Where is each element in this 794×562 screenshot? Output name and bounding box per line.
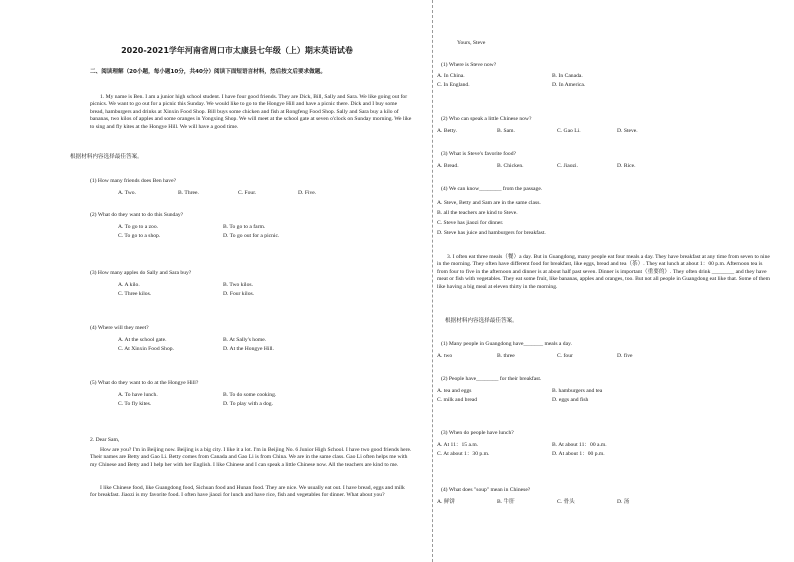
letter-paragraph-2: I like Chinese food, like Guangdong food, Sichuan food and Hunan food. They are nice. We usually eat out. I have bread, eggs and milk for breakfast. Jiaozi is my favorite food. I often have jiaozi for lunch and have rice, fish and vegetables for dinner. What about you? (90, 485, 405, 499)
p3-q1-options (437, 353, 677, 360)
option[interactable]: B. all the teachers are kind to Steve. (437, 210, 518, 216)
option[interactable]: C. At Xinxin Food Shop. (118, 346, 174, 353)
option[interactable]: A. To go to a zoo. (118, 224, 159, 230)
p1-q1-options (118, 190, 358, 197)
option[interactable]: B. To do some cooking. (223, 392, 277, 398)
passage-3-text: 3. I often eat three meals（餐）a day. But in Guangdong, many people eat four meals a day. They have breakfast at any time from seven to nine in the morning. They often have different food for breakfast, like eggs, bread and tea（茶）. They eat lunch at about 1：00 p.m. Afternoon tea is from four to five in the afternoon and dinner is at about half past seven. Dinner is important（重要的）. They often drink ________ and they have meat or fish with vegetables. They eat some fruit, like bananas, apples and oranges, too. But not all people in Guangdong eat like that. Some of them like having a big meal at eleven thirty in the morning. (437, 254, 770, 290)
p3-q4-options (437, 499, 677, 506)
p3-question-3: (3) When do people have lunch? (441, 430, 514, 436)
letter-paragraph-1: How are you? I'm in Beijing now. Beijing is a big city. I like it a lot. I'm in Beijing No. 6 Junior High School. I have two good friends here. Their names are Betty and Gao Li. Betty comes from Canada and Gao Li is from China. We are in the same class. Gao Li often helps me with my Chinese and Betty and I help her with her English. I like Chinese and I can speak a little Chinese now. All the teachers are kind to me. (90, 447, 412, 468)
option[interactable]: C. In England. (437, 82, 470, 89)
p3-q3-options (437, 442, 667, 459)
option[interactable]: A. 鲜饼 (437, 499, 456, 505)
option[interactable]: D. Steve has juice and hamburgers for breakfast. (437, 230, 546, 236)
p1-question-2: (2) What do they want to do this Sunday? (90, 212, 184, 218)
p3-question-4: (4) What does "soup" mean in Chinese? (441, 487, 531, 493)
option[interactable]: C. four (557, 353, 573, 359)
p2-question-2: (2) Who can speak a little Chinese now? (441, 116, 532, 122)
passage-3-note: 根据材料内容选择最佳答案。 (445, 318, 518, 324)
p1-q3-options (118, 282, 328, 299)
option[interactable]: D. At the Hongye Hill. (223, 346, 274, 353)
option[interactable]: B. To go to a farm. (223, 224, 266, 230)
option[interactable]: D. Steve. (617, 128, 638, 134)
option[interactable]: B. At about 11：00 a.m. (552, 442, 607, 448)
p3-q2-options (437, 388, 667, 405)
option[interactable]: D. At about 1：00 p.m. (552, 451, 605, 458)
p2-q4-options (437, 198, 546, 238)
p2-q2-options (437, 128, 677, 135)
passage-1-note: 根据材料内容选择最佳答案。 (70, 154, 143, 160)
option[interactable]: B. At Sally's home. (223, 337, 267, 343)
p1-question-1: (1) How many friends does Ben have? (90, 178, 177, 184)
option[interactable]: A. tea and eggs (437, 388, 472, 394)
p2-q3-options (437, 163, 677, 170)
option[interactable]: A. two (437, 353, 453, 359)
option[interactable]: B. Sam. (497, 128, 515, 134)
p2-question-3: (3) What is Steve's favorite food? (441, 151, 516, 157)
option[interactable]: A. Betty. (437, 128, 457, 134)
option[interactable]: A. At the school gate. (118, 337, 167, 343)
option[interactable]: A. Steve, Betty and Sam are in the same class. (437, 200, 541, 206)
passage-1-text: 1. My name is Ben. I am a junior high school student. I have four good friends. They are Dick, Bill, Sally and Sara. We like going out for picnics. We want to go out for a picnic this Sunday. We would like to go to the Hongye Hill and have a picnic there. Dick and I buy some bread, hamburgers and drinks at Xinxin Food Shop. Bill buys some chicken and fish at Rongfeng Food Shop. Sally and Sara buy a kilo of bananas, two kilos of apples and some oranges in Yongxing Shop. We will meet at the school gate at seven o'clock on Sunday morning. We like to sing and fly kites at the Hongye Hill. We will have a good time. (90, 94, 412, 130)
option[interactable]: A. To have lunch. (118, 392, 158, 398)
option[interactable]: B. In Canada. (552, 73, 583, 79)
option[interactable]: C. Three kilos. (118, 291, 152, 298)
p2-question-1: (1) Where is Steve now? (441, 62, 497, 68)
p1-q4-options (118, 337, 328, 354)
option[interactable]: C. Four. (238, 190, 257, 196)
option[interactable]: C. 骨头 (557, 499, 575, 505)
option[interactable]: D. To play with a dog. (223, 401, 273, 408)
option[interactable]: D. Five. (298, 190, 317, 196)
option[interactable]: B. Two kilos. (223, 282, 253, 288)
p1-question-3: (3) How many apples do Sally and Sara buy? (90, 270, 192, 276)
p2-question-4: (4) We can know________ from the passage. (441, 186, 543, 192)
option[interactable]: A. In China. (437, 73, 465, 79)
option[interactable]: B. hamburgers and tea (552, 388, 603, 394)
letter-greeting: 2. Dear Sam, (90, 437, 120, 443)
p1-question-4: (4) Where will they meet? (90, 325, 149, 331)
option[interactable]: D. To go out for a picnic. (223, 233, 280, 240)
letter-signature: Yours, Steve (457, 40, 486, 46)
option[interactable]: C. milk and bread (437, 397, 478, 404)
option[interactable]: A. Two. (118, 190, 136, 196)
option[interactable]: B. Chicken. (497, 163, 524, 169)
option[interactable]: C. Gao Li. (557, 128, 581, 134)
option[interactable]: D. Four kilos. (223, 291, 255, 298)
option[interactable]: C. To fly kites. (118, 401, 152, 408)
option[interactable]: B. Three. (178, 190, 199, 196)
option[interactable]: C. Steve has jiaozi for dinner. (437, 220, 504, 226)
option[interactable]: D. eggs and fish (552, 397, 589, 404)
option[interactable]: C. At about 1：30 p.m. (437, 451, 490, 458)
option[interactable]: A. A kilo. (118, 282, 140, 288)
option[interactable]: D. In America. (552, 82, 586, 89)
option[interactable]: D. 汤 (617, 499, 630, 505)
page-title: 2020-2021学年河南省周口市太康县七年级（上）期末英语试卷 (121, 46, 353, 55)
option[interactable]: B. 牛肝 (497, 499, 515, 505)
option[interactable]: C. To go to a shop. (118, 233, 161, 240)
option[interactable]: A. At 11：15 a.m. (437, 442, 479, 448)
section-heading: 二、阅读理解（20小题，每小题10分，共40分）阅读下面短语言材料，然后按文后要求做题。 (90, 69, 326, 75)
page-divider (432, 0, 433, 562)
p1-question-5: (5) What do they want to do at the Hongye Hill? (90, 380, 199, 386)
p1-q5-options (118, 392, 328, 409)
option[interactable]: A. Bread. (437, 163, 459, 169)
option[interactable]: D. five (617, 353, 633, 359)
p2-q1-options (437, 73, 667, 90)
option[interactable]: D. Rice. (617, 163, 636, 169)
p3-question-2: (2) People have________ for their breakfast. (441, 376, 542, 382)
option[interactable]: B. three (497, 353, 515, 359)
p1-q2-options (118, 224, 328, 241)
p3-question-1: (1) Many people in Guangdong have_______ meals a day. (441, 341, 572, 347)
option[interactable]: C. Jiaozi. (557, 163, 578, 169)
